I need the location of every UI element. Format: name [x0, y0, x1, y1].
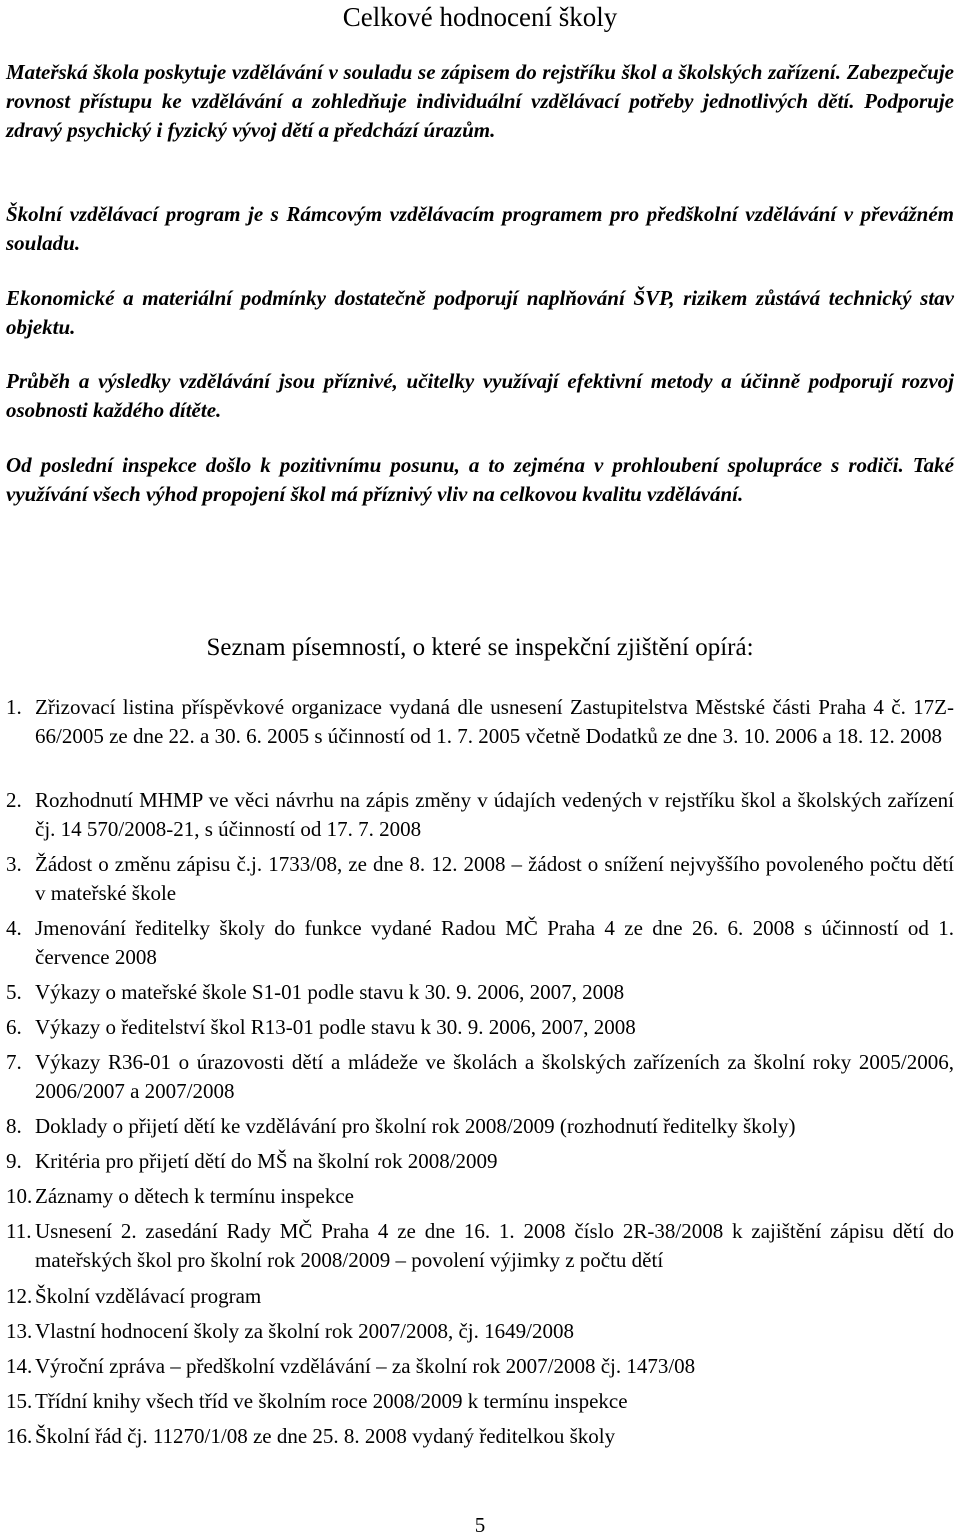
list-item-number: 6.: [6, 1015, 22, 1039]
list-item-text: Výroční zpráva – předškolní vzdělávání – za školní rok 2007/2008 čj. 1473/08: [35, 1354, 696, 1378]
summary-paragraph: Od poslední inspekce došlo k pozitivnímu posunu, a to zejména v prohloubení spolupráce s rodiči. Také využívání všech výhod propojení škol má příznivý vliv na celkovou kvalitu vzdělávání.: [6, 453, 954, 506]
list-item-number: 7.: [6, 1050, 22, 1074]
list-item-number: 13.: [6, 1319, 33, 1343]
list-item-number: 16.: [6, 1424, 33, 1448]
list-item-text: Rozhodnutí MHMP ve věci návrhu na zápis změny v údajích vedených v rejstříku škol a školských zařízení čj. 14 570/2008-21, s účinností od 17. 7. 2008: [35, 788, 954, 841]
list-item-number: 12.: [6, 1284, 33, 1308]
list-item-text: Výkazy o ředitelství škol R13-01 podle stavu k 30. 9. 2006, 2007, 2008: [35, 1015, 636, 1039]
summary-paragraph: Ekonomické a materiální podmínky dostatečně podporují naplňování ŠVP, rizikem zůstává technický stav objektu.: [6, 286, 954, 339]
page-number: 5: [474, 1513, 486, 1537]
list-item-text: Jmenování ředitelky školy do funkce vydané Radou MČ Praha 4 ze dne 26. 6. 2008 s účinností od 1. července 2008: [35, 916, 954, 969]
list-item-number: 5.: [6, 980, 22, 1004]
list-item-number: 10.: [6, 1184, 33, 1208]
list-item-text: Kritéria pro přijetí dětí do MŠ na školní rok 2008/2009: [35, 1149, 498, 1173]
page-title: Celkové hodnocení školy: [342, 2, 618, 32]
documents-heading: Seznam písemností, o které se inspekční zjištění opírá:: [206, 634, 754, 661]
list-item-text: Výkazy o mateřské škole S1-01 podle stavu k 30. 9. 2006, 2007, 2008: [35, 980, 625, 1004]
list-item-text: Zřizovací listina příspěvkové organizace vydaná dle usnesení Zastupitelstva Městské části Praha 4 č. 17Z-66/2005 ze dne 22. a 30. 6. 2005 s účinností od 1. 7. 2005 včetně Dodatků ze dne 3. 10. 2006 a 18. 12. 2008: [35, 695, 954, 748]
list-item-number: 1.: [6, 695, 22, 719]
list-item-text: Vlastní hodnocení školy za školní rok 2007/2008, čj. 1649/2008: [35, 1319, 574, 1343]
list-item-text: Doklady o přijetí dětí ke vzdělávání pro školní rok 2008/2009 (rozhodnutí ředitelky školy): [35, 1114, 796, 1138]
list-item-text: Výkazy R36-01 o úrazovosti dětí a mládeže ve školách a školských zařízeních za školní roky 2005/2006, 2006/2007 a 2007/2008: [35, 1050, 954, 1103]
list-item-text: Školní řád čj. 11270/1/08 ze dne 25. 8. 2008 vydaný ředitelkou školy: [35, 1424, 616, 1448]
list-item-number: 15.: [6, 1389, 33, 1413]
list-item-text: Usnesení 2. zasedání Rady MČ Praha 4 ze dne 16. 1. 2008 číslo 2R-38/2008 k zajištění zápisu dětí do mateřských škol pro školní rok 2008/2009 – povolení výjimky z počtu dětí: [35, 1219, 954, 1272]
list-item-number: 9.: [6, 1149, 22, 1173]
list-item-number: 3.: [6, 852, 22, 876]
list-item-number: 11.: [6, 1219, 32, 1243]
list-item-number: 2.: [6, 788, 22, 812]
summary-paragraph: Mateřská škola poskytuje vzdělávání v souladu se zápisem do rejstříku škol a školských zařízení. Zabezpečuje rovnost přístupu ke vzdělávání a zohledňuje individuální vzdělávací potřeby jednotlivých dětí. Podporuje zdravý psychický i fyzický vývoj dětí a předchází úrazům.: [6, 60, 954, 142]
summary-paragraph: Průběh a výsledky vzdělávání jsou příznivé, učitelky využívají efektivní metody a účinně podporují rozvoj osobnosti každého dítěte.: [6, 369, 954, 422]
list-item-number: 4.: [6, 916, 22, 940]
list-item-number: 8.: [6, 1114, 22, 1138]
list-item-text: Školní vzdělávací program: [35, 1284, 262, 1308]
list-item-text: Třídní knihy všech tříd ve školním roce 2008/2009 k termínu inspekce: [35, 1389, 628, 1413]
list-item-number: 14.: [6, 1354, 33, 1378]
summary-paragraph: Školní vzdělávací program je s Rámcovým vzdělávacím programem pro předškolní vzdělávání v převážném souladu.: [6, 202, 954, 255]
list-item-text: Žádost o změnu zápisu č.j. 1733/08, ze dne 8. 12. 2008 – žádost o snížení nejvyššího povoleného počtu dětí v mateřské škole: [35, 852, 954, 905]
list-item-text: Záznamy o dětech k termínu inspekce: [35, 1184, 354, 1208]
